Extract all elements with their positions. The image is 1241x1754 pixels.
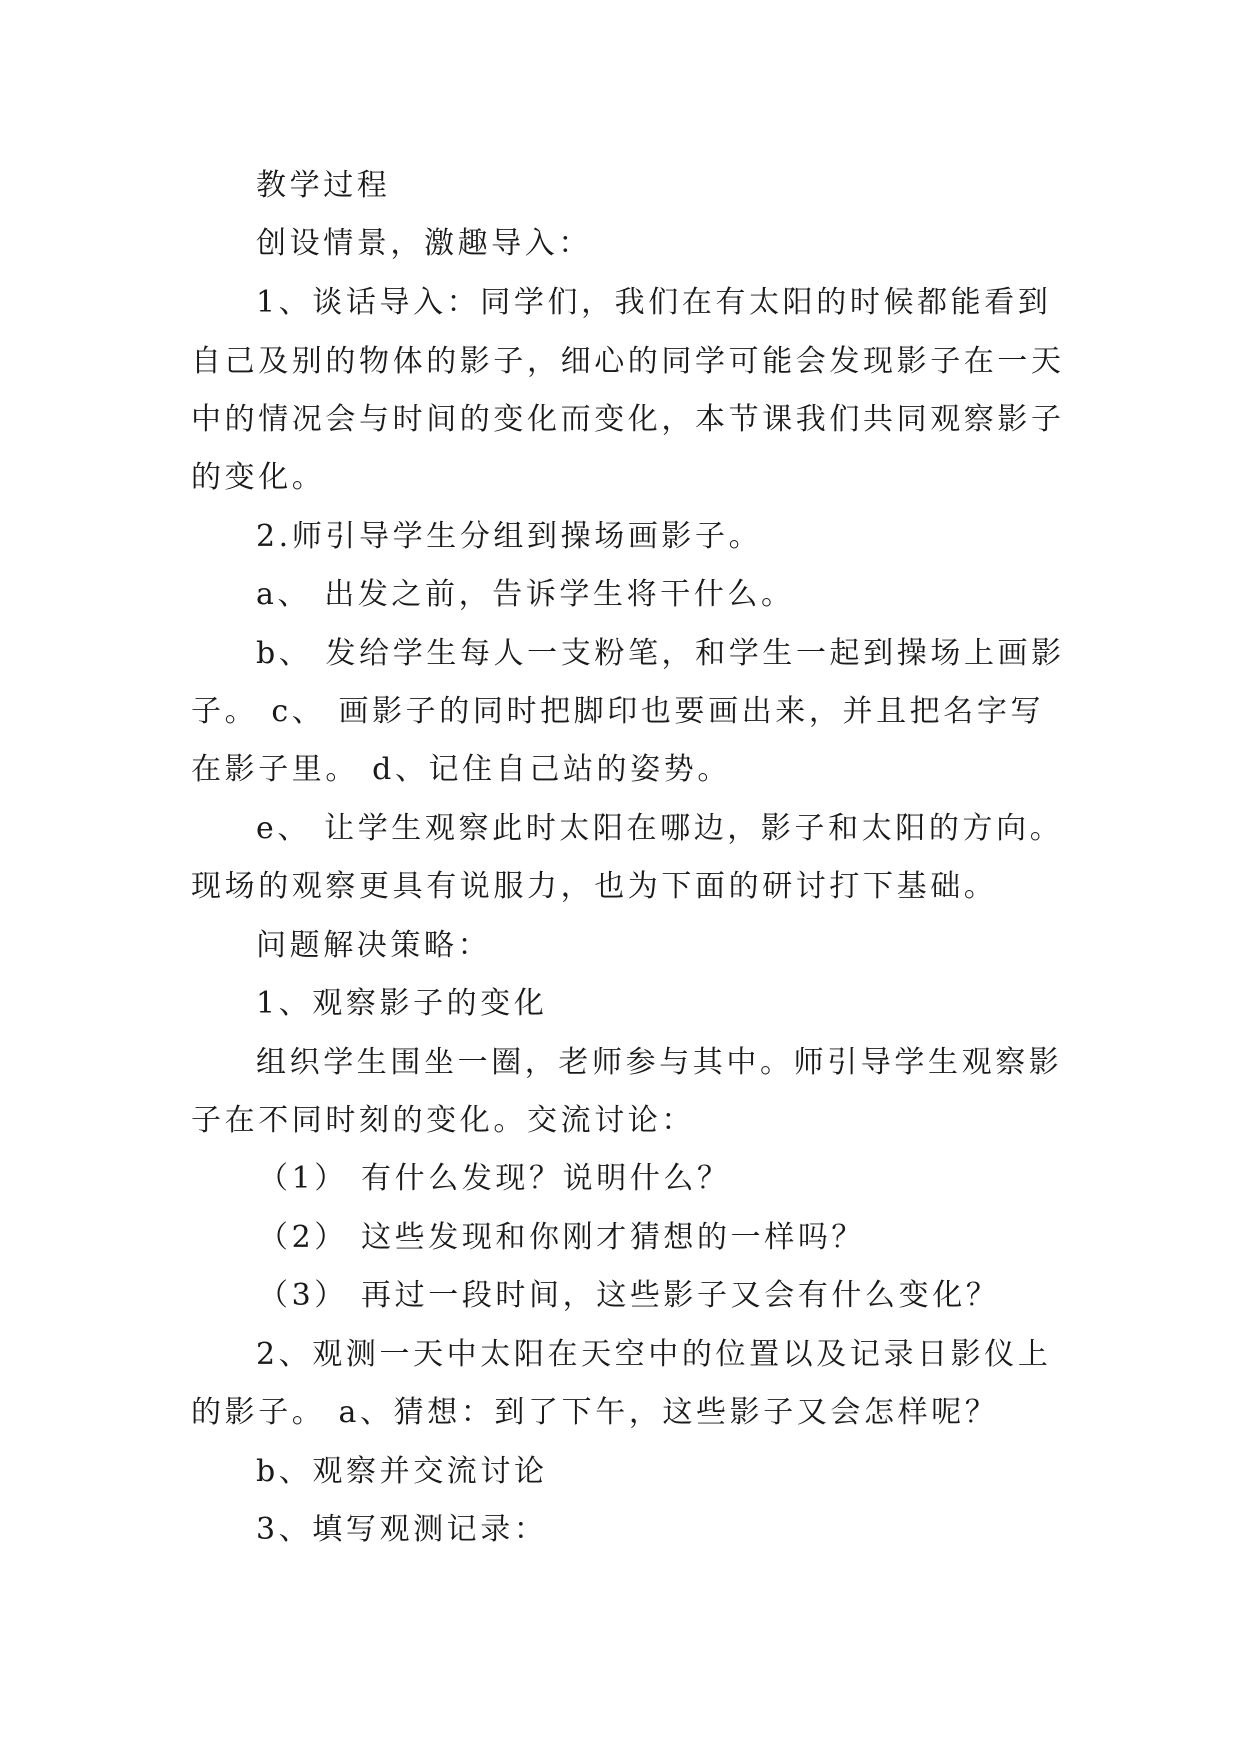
paragraph-line: b、 发给学生每人一支粉笔，和学生一起到操场上画影: [256, 636, 1065, 671]
paragraph-line: b、观察并交流讨论: [256, 1454, 548, 1489]
paragraph-line: 现场的观察更具有说服力，也为下面的研讨打下基础。: [191, 869, 998, 904]
paragraph-line: 的影子。 a、猜想：到了下午，这些影子又会怎样呢？: [191, 1395, 999, 1430]
paragraph-line: a、 出发之前，告诉学生将干什么。: [256, 577, 795, 612]
paragraph-line: e、 让学生观察此时太阳在哪边，影子和太阳的方向。: [256, 811, 1064, 846]
paragraph-line: 在影子里。 d、记住自己站的姿势。: [191, 752, 731, 787]
paragraph-line: 自己及别的物体的影子，细心的同学可能会发现影子在一天: [191, 344, 1065, 379]
paragraph-line: 组织学生围坐一圈，老师参与其中。师引导学生观察影: [256, 1045, 1063, 1080]
paragraph-line: 中的情况会与时间的变化而变化，本节课我们共同观察影子: [191, 402, 1065, 437]
section-heading-scenario: 创设情景，激趣导入：: [256, 226, 592, 261]
paragraph-line: 3、填写观测记录：: [256, 1512, 548, 1547]
list-item: （2） 这些发现和你刚才猜想的一样吗？: [258, 1220, 866, 1255]
list-item: （3） 再过一段时间，这些影子又会有什么变化？: [258, 1278, 1000, 1313]
paragraph-line: 的变化。: [191, 460, 326, 495]
paragraph-line: 1、谈话导入：同学们，我们在有太阳的时候都能看到: [256, 285, 1052, 320]
paragraph-line: 2、观测一天中太阳在天空中的位置以及记录日影仪上: [256, 1337, 1052, 1372]
paragraph-line: 2.师引导学生分组到操场画影子。: [256, 519, 763, 554]
list-item: （1） 有什么发现？说明什么？: [258, 1161, 731, 1196]
paragraph-line: 子在不同时刻的变化。交流讨论：: [191, 1103, 695, 1138]
section-heading-teaching-process: 教学过程: [256, 168, 391, 203]
paragraph-line: 子。 c、 画影子的同时把脚印也要画出来，并且把名字写: [191, 694, 1045, 729]
paragraph-line: 1、观察影子的变化: [256, 986, 548, 1021]
section-heading-strategy: 问题解决策略：: [256, 928, 492, 963]
